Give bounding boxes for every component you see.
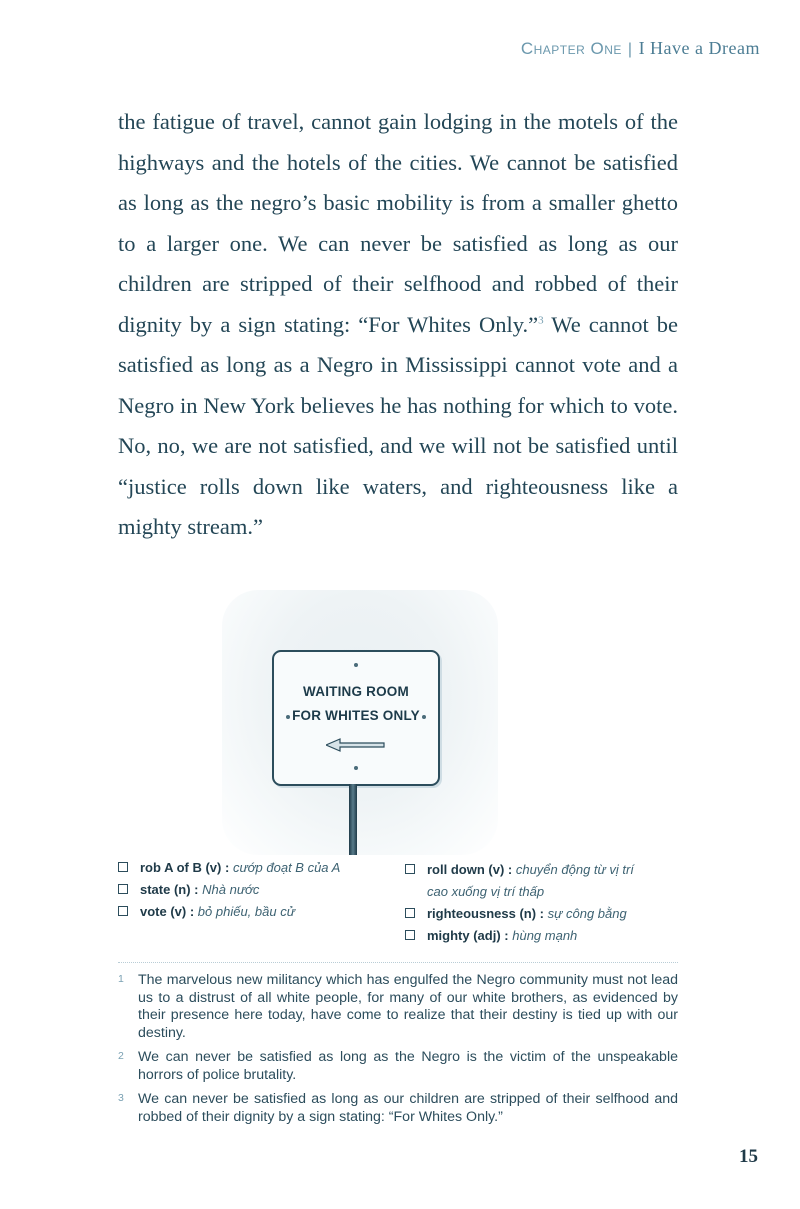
vocab-term: roll down (v) : — [427, 862, 513, 877]
chapter-title: I Have a Dream — [638, 38, 760, 58]
vocab-checkbox[interactable] — [118, 906, 128, 916]
header-separator: | — [627, 41, 633, 58]
running-header — [521, 38, 760, 59]
sign-screw-bottom — [354, 766, 358, 770]
footnote-divider — [118, 962, 678, 963]
vocabulary-list-right — [405, 859, 634, 947]
footnote-text: We can never be satisfied as long as our children are stripped of their selfhood and robbed of their dignity by a sign stating: “For Whites Only.” — [138, 1091, 678, 1125]
sign-screw-top — [354, 663, 358, 667]
vocab-item — [118, 857, 340, 879]
vocab-meaning: cướp đoạt B của A — [232, 860, 341, 875]
paragraph-text-part-2: We cannot be satisfied as long as a Negro in Mississippi cannot vote and a Negro in New York believes he has nothing for which to vote. No, no, we are not satisfied, and we will not be satisfied until “justice rolls down like waters, and righteousness like a mighty stream.” — [118, 311, 678, 539]
vocab-term: mighty (adj) : — [427, 928, 509, 943]
vocab-meaning-continuation: cao xuống vị trí thấp — [427, 884, 545, 899]
chapter-label: Chapter One — [520, 39, 622, 58]
vocab-meaning: hùng mạnh — [512, 928, 578, 943]
vocab-item-continuation — [405, 881, 634, 903]
vocab-item — [405, 903, 634, 925]
vocab-meaning: Nhà nước — [202, 882, 260, 897]
vocab-term: vote (v) : — [140, 904, 195, 919]
sign-pole — [349, 784, 357, 855]
footnote-text: We can never be satisfied as long as the Negro is the victim of the unspeakable horrors of police brutality. — [138, 1049, 678, 1083]
vocab-checkbox[interactable] — [405, 864, 415, 874]
vocab-term: rob A of B (v) : — [140, 860, 230, 875]
vocab-item — [405, 859, 634, 881]
vocab-term: righteousness (n) : — [427, 906, 545, 921]
vocab-checkbox[interactable] — [405, 930, 415, 940]
footnote-number: 1 — [118, 973, 124, 985]
vocab-checkbox[interactable] — [118, 862, 128, 872]
vocab-item — [405, 925, 634, 947]
footnote-number: 2 — [118, 1050, 124, 1062]
waiting-room-sign — [272, 650, 440, 786]
vocab-meaning: chuyển động từ vị trí — [515, 862, 634, 877]
vocab-checkbox[interactable] — [118, 884, 128, 894]
footnote-item — [118, 1091, 678, 1126]
left-arrow-icon — [326, 738, 386, 752]
sign-text-line-1: WAITING ROOM — [303, 684, 409, 699]
sign-text-line-2: FOR WHITES ONLY — [292, 708, 420, 723]
footnotes — [118, 972, 678, 1133]
vocab-checkbox[interactable] — [405, 908, 415, 918]
footnote-number: 3 — [118, 1092, 124, 1104]
footnote-item — [118, 972, 678, 1042]
vocabulary-list-left — [118, 857, 340, 923]
vocab-meaning: bỏ phiếu, bầu cử — [197, 904, 295, 919]
page-number: 15 — [739, 1146, 758, 1167]
paragraph-text-part-1: the fatigue of travel, cannot gain lodging in the motels of the highways and the hotels of the cities. We cannot be satisfied as long as the negro’s basic mobility is from a smaller ghetto to a larger one. We can never be satisfied as long as our children are stripped of their selfhood and robbed of their dignity by a sign stating: “For Whites Only.” — [118, 109, 678, 337]
vocab-meaning: sự công bằng — [547, 906, 627, 921]
footnote-item — [118, 1049, 678, 1084]
vocab-term: state (n) : — [140, 882, 199, 897]
sign-photo — [222, 590, 498, 855]
main-paragraph — [118, 102, 678, 548]
footnote-text: The marvelous new militancy which has engulfed the Negro community must not lead us to a distrust of all white people, for many of our white brothers, as evidenced by their presence here today, have come to realize that their destiny is tied up with our destiny. — [138, 972, 678, 1041]
vocab-item — [118, 901, 340, 923]
vocab-item — [118, 879, 340, 901]
footnote-reference[interactable]: 3 — [538, 314, 544, 326]
